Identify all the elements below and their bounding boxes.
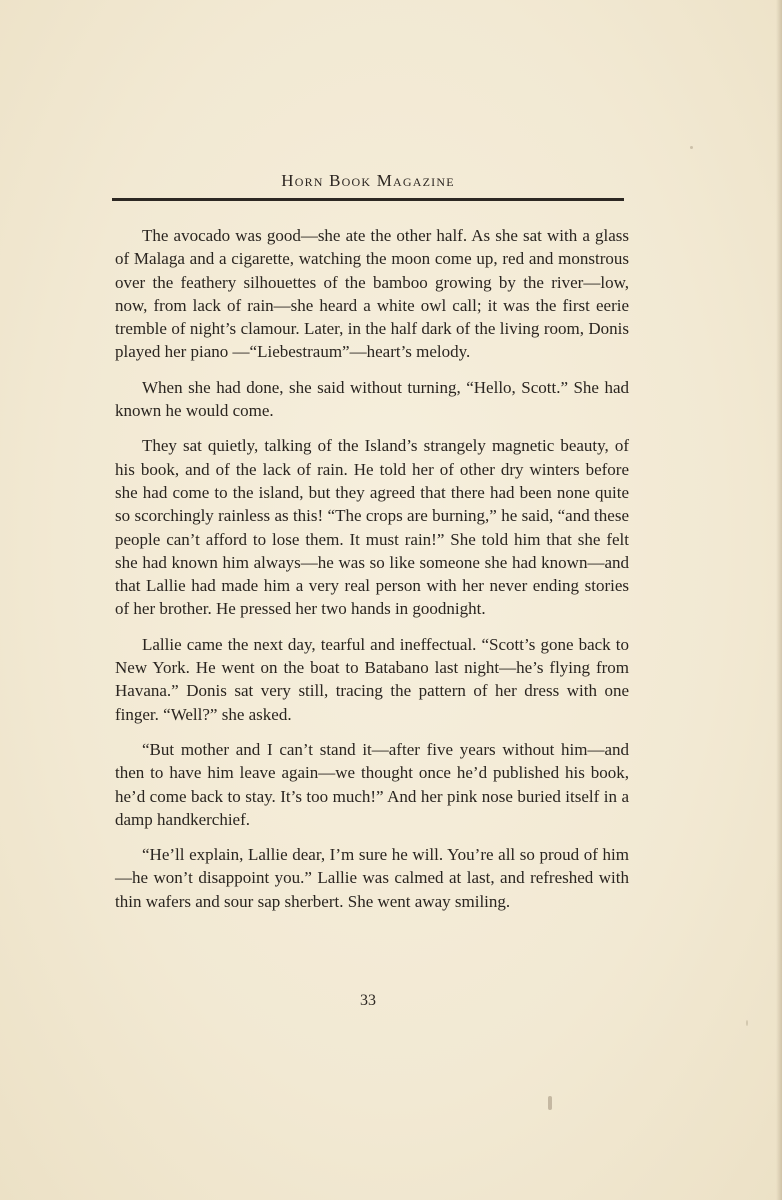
page-edge-shadow: [776, 0, 782, 1200]
body-text: [115, 224, 629, 913]
paper-speck: [548, 1096, 552, 1110]
header-rule: [112, 198, 624, 201]
paragraph-5: “But mother and I can’t stand it—after five years without him—and then to have him leave again—we thought once he’d published his book, he’d come back to stay. It’s too much!” And her pink nose buried itself in a damp handkerchief.: [115, 739, 629, 829]
page-number: 33: [360, 992, 376, 1009]
paper-speck: [746, 1020, 748, 1026]
paragraph-1: The avocado was good—she ate the other half. As she sat with a glass of Malaga and a cigarette, watching the moon come up, red and monstrous over the feathery silhouettes of the bamboo growing by the river—low, now, from lack of rain—she heard a white owl call; it was the first eerie tremble of night’s clamour. Later, in the half dark of the living room, Donis played her piano —“Liebestraum”—heart’s melody.: [115, 226, 629, 362]
paragraph-3: They sat quietly, talking of the Island’s strangely magnetic beauty, of his book, and of the lack of rain. He told her of other dry winters before she had come to the island, but they agreed that there had been none quite so scorchingly rainless as this! “The crops are burning,” he said, “and these people can’t afford to lose them. It must rain!” She told him that she felt she had known him always—he was so like someone she had known—and that Lallie had made him a very real person with her never ending stories of her brother. He pressed her two hands in goodnight.: [115, 436, 629, 619]
running-header: Horn Book Magazine: [281, 171, 455, 190]
paper-speck: [690, 146, 693, 149]
paragraph-6: “He’ll explain, Lallie dear, I’m sure he will. You’re all so proud of him—he won’t disappoint you.” Lallie was calmed at last, and refreshed with thin wafers and sour sap sherbert. She went away smiling.: [115, 845, 629, 911]
paragraph-4: Lallie came the next day, tearful and ineffectual. “Scott’s gone back to New York. He went on the boat to Batabano last night—he’s flying from Havana.” Donis sat very still, tracing the pattern of her dress with one finger. “Well?” she asked.: [115, 634, 629, 724]
paragraph-2: When she had done, she said without turning, “Hello, Scott.” She had known he would come.: [115, 377, 629, 421]
